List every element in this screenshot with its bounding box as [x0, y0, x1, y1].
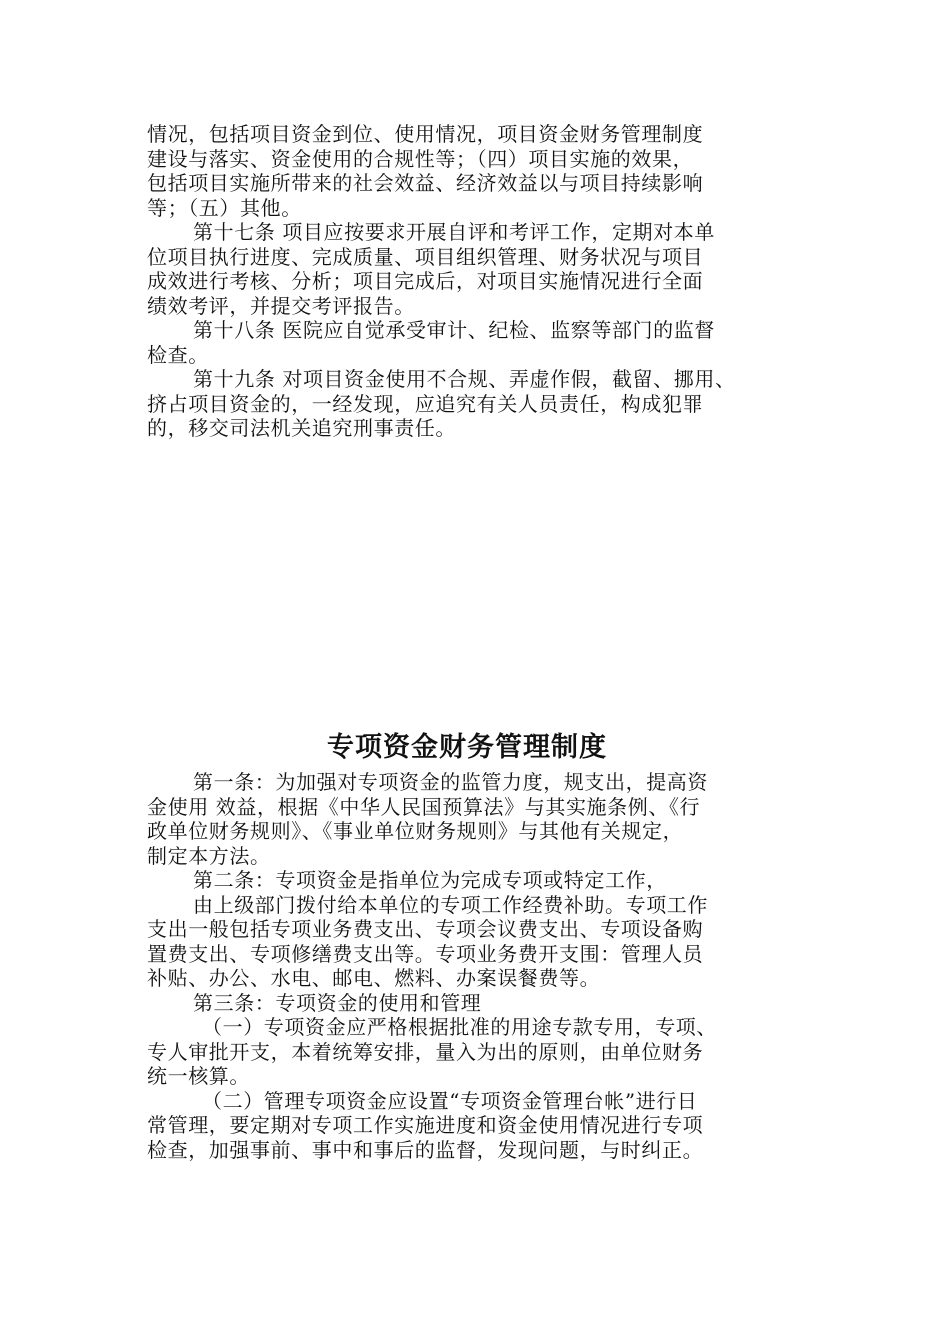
clause-2-line: （二）管理专项资金应设置“专项资金管理台帐”进行日 — [202, 1088, 698, 1113]
article-1-line: 第一条：为加强对专项资金的监管力度，规支出，提高资 — [193, 770, 708, 794]
paragraph-line: 政单位财务规则》、《事业单位财务规则》与其他有关规定， — [147, 819, 684, 843]
article-19-line: 第十九条 对项目资金使用不合规、弄虚作假，截留、挪用、 — [193, 367, 736, 391]
paragraph-line: 置费支出、专项修缮费支出等。专项业务费开支围：管理人员 — [147, 941, 704, 966]
paragraph-line: 补贴、办公、水电、邮电、燃料、办案误餐费等。 — [147, 966, 601, 990]
paragraph-line: 的，移交司法机关追究刑事责任。 — [147, 416, 456, 440]
paragraph-line: 金使用 效益，根据《中华人民国预算法》与其实施条例、《行 — [147, 794, 701, 819]
paragraph-line: 挤占项目资金的，一经发现，应追究有关人员责任，构成犯罪 — [147, 391, 704, 416]
paragraph-line: 由上级部门拨付给本单位的专项工作经费补助。专项工作 — [193, 892, 708, 917]
paragraph-line: 检查。 — [147, 342, 209, 367]
article-18-line: 第十八条 医院应自觉承受审计、纪检、监察等部门的监督 — [193, 318, 715, 342]
top-text-block — [147, 122, 819, 441]
paragraph-line: 绩效考评，并提交考评报告。 — [147, 293, 415, 318]
paragraph-line: 情况，包括项目资金到位、使用情况，项目资金财务管理制度 — [147, 122, 704, 146]
paragraph-line: 建设与落实、资金使用的合规性等；（四）项目实施的效果， — [147, 146, 694, 171]
article-3-line: 第三条：专项资金的使用和管理 — [193, 990, 482, 1015]
document-title: 专项资金财务管理制度 — [327, 732, 607, 763]
paragraph-line: 支出一般包括专项业务费支出、专项会议费支出、专项设备购 — [147, 917, 704, 941]
paragraph-line: 常管理，要定期对专项工作实施进度和资金使用情况进行专项 — [147, 1113, 704, 1137]
bottom-text-block — [147, 728, 819, 1162]
paragraph-line: 统一核算。 — [147, 1064, 250, 1088]
paragraph-line: 专人审批开支，本着统筹安排，量入为出的原则，由单位财务 — [147, 1039, 704, 1064]
paragraph-line: 制定本方法。 — [147, 843, 271, 868]
paragraph-line: 成效进行考核、分析；项目完成后，对项目实施情况进行全面 — [147, 269, 704, 293]
paragraph-line: 位项目执行进度、完成质量、项目组织管理、财务状况与项目 — [147, 244, 704, 269]
paragraph-line: 包括项目实施所带来的社会效益、经济效益以与项目持续影响 — [147, 171, 704, 195]
article-17-line: 第十七条 项目应按要求开展自评和考评工作，定期对本单 — [193, 220, 715, 244]
paragraph-line: 检查，加强事前、事中和事后的监督，发现问题，与时纠正。 — [147, 1137, 704, 1162]
article-2-line: 第二条：专项资金是指单位为完成专项或特定工作， — [193, 868, 667, 892]
paragraph-line: 等；（五）其他。 — [147, 195, 302, 220]
clause-1-line: （一）专项资金应严格根据批准的用途专款专用，专项、 — [202, 1015, 717, 1039]
